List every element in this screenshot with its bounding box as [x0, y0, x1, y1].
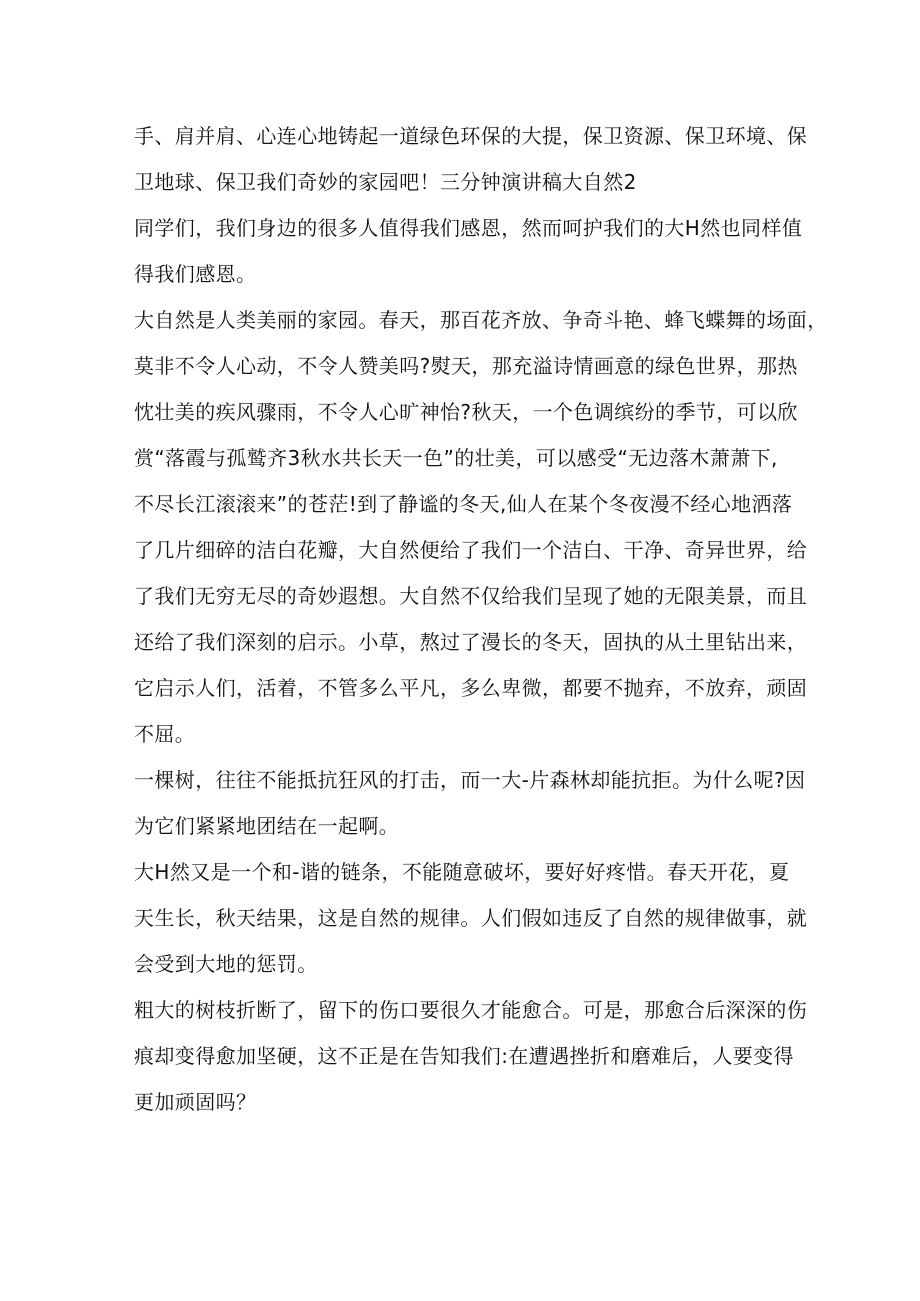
text-line: 了我们无穷无尽的奇妙遐想。大自然不仅给我们呈现了她的无限美景，而且	[134, 584, 808, 608]
text-line: 它启示人们，活着，不管多么平凡，多么卑微，都要不抛弃，不放弃，顽固	[134, 676, 808, 700]
text-line: 更加顽固吗？	[134, 1090, 257, 1114]
text-line: 赏“落霞与孤鹫齐3秋水共长天一色”的壮美，可以感受“无边落木萧萧下,	[134, 446, 778, 470]
text-line: 忱壮美的疾风骤雨，不令人心旷神怡?秋天，一个色调缤纷的季节，可以欣	[134, 400, 798, 424]
text-line: 手、肩并肩、心连心地铸起一道绿色环保的大提，保卫资源、保卫环境、保	[134, 124, 808, 148]
text-line: 为它们紧紧地团结在一起啊。	[134, 814, 400, 838]
text-line: 卫地球、保卫我们奇妙的家园吧！三分钟演讲稿大自然2	[134, 170, 637, 194]
text-line: 天生长，秋天结果，这是自然的规律。人们假如违反了自然的规律做事，就	[134, 906, 808, 930]
text-line: 了几片细碎的洁白花瓣，大自然便给了我们一个洁白、干净、奇异世界，给	[134, 538, 808, 562]
text-line: 还给了我们深刻的启示。小草，熬过了漫长的冬天，固执的从土里钻出来，	[134, 630, 808, 654]
text-line: 大自然是人类美丽的家园。春天，那百花齐放、争奇斗艳、蜂飞蝶舞的场面，	[134, 308, 828, 332]
text-line: 痕却变得愈加坚硬，这不正是在告知我们:在遭遇挫折和磨难后，人要变得	[134, 1044, 794, 1068]
text-line: 粗大的树枝折断了，留下的伤口要很久才能愈合。可是，那愈合后深深的伤	[134, 998, 808, 1022]
text-line: 大H然又是一个和-谐的链条，不能随意破坏，要好好疼惜。春天开花，夏	[134, 860, 790, 884]
text-line: 莫非不令人心动，不令人赞美吗?熨天，那充溢诗情画意的绿色世界，那热	[134, 354, 798, 378]
text-line: 不屈。	[134, 722, 196, 746]
text-line: 不尽长江滚滚来”的苍茫!到了静谧的冬天,仙人在某个冬夜漫不经心地洒落	[134, 492, 793, 516]
text-line: 一棵树，往往不能抵抗狂风的打击，而一大-片森林却能抗拒。为什么呢?因	[134, 768, 806, 792]
text-line: 同学们，我们身边的很多人值得我们感恩，然而呵护我们的大H然也同样值	[134, 216, 803, 240]
text-line: 会受到大地的惩罚。	[134, 952, 318, 976]
text-line: 得我们感恩。	[134, 262, 257, 286]
